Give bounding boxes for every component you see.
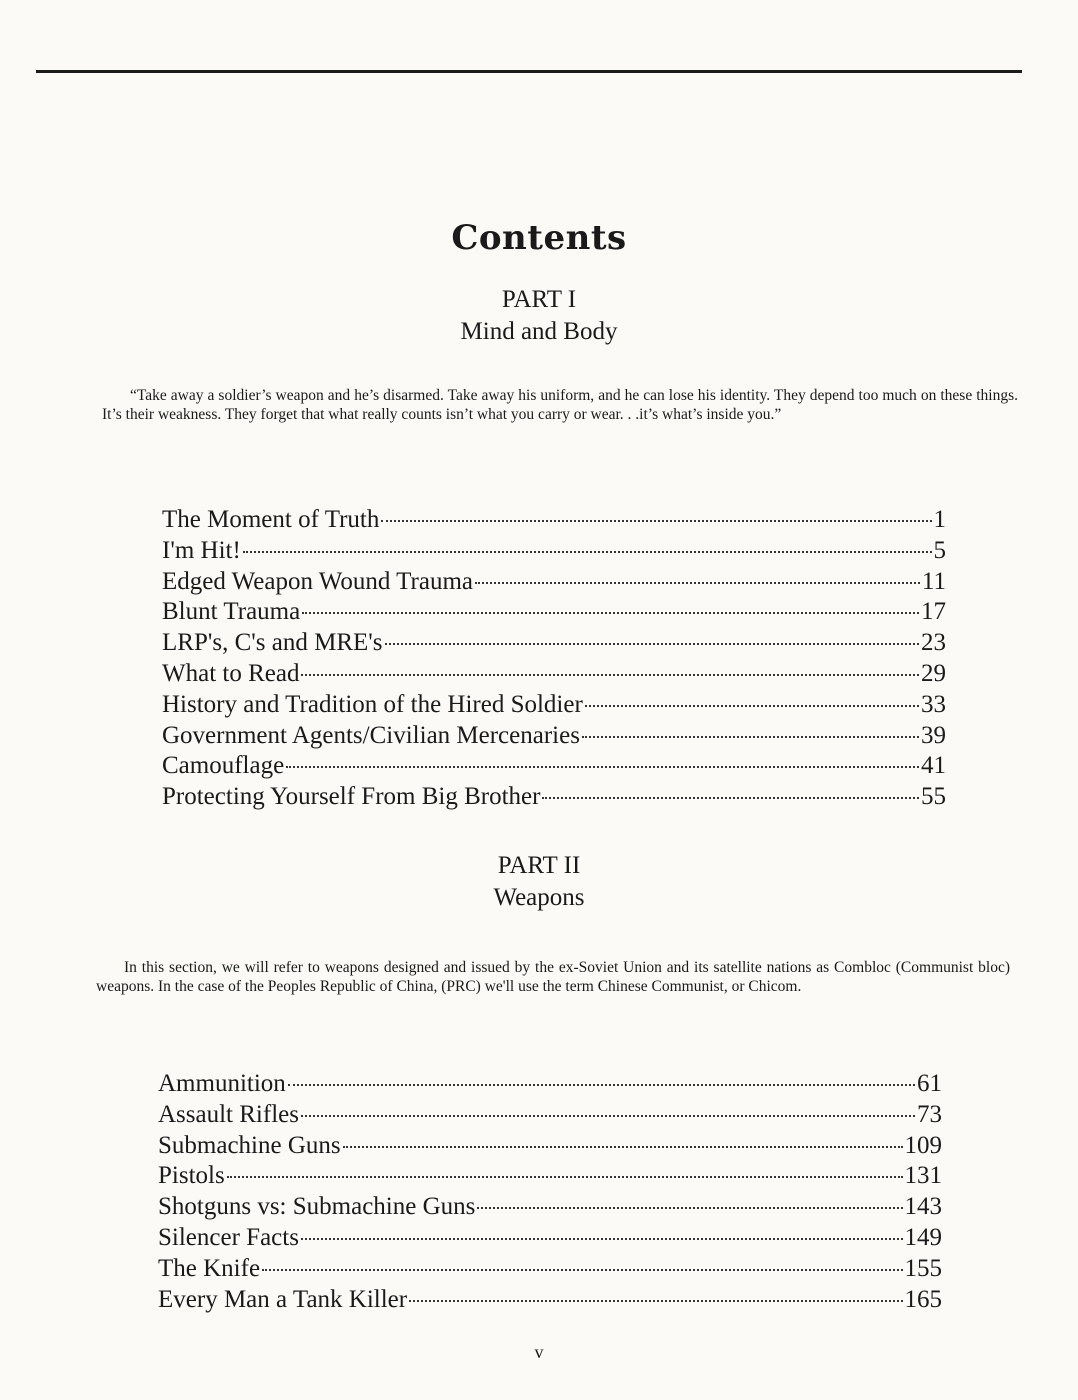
part-1-toc xyxy=(162,505,946,813)
toc-entry[interactable] xyxy=(158,1192,942,1223)
toc-entry-page: 41 xyxy=(921,752,946,780)
toc-entry-title: Pistols xyxy=(158,1162,225,1190)
part-2-label: PART II xyxy=(497,852,581,879)
toc-leader xyxy=(227,1176,903,1178)
toc-entry[interactable] xyxy=(162,628,946,659)
toc-entry-title: The Moment of Truth xyxy=(162,506,380,533)
toc-leader xyxy=(301,1238,903,1240)
toc-leader xyxy=(286,766,919,768)
toc-entry-title: What to Read xyxy=(162,659,300,687)
toc-entry[interactable] xyxy=(158,1285,942,1316)
toc-entry-page: 55 xyxy=(921,783,946,811)
page-title: Contents xyxy=(451,218,627,258)
part-1-epigraph xyxy=(102,386,1018,424)
toc-entry[interactable] xyxy=(162,536,946,567)
toc-entry-title: Camouflage xyxy=(162,752,285,780)
toc-leader xyxy=(475,582,920,584)
part-2-toc xyxy=(158,1069,942,1315)
toc-entry[interactable] xyxy=(162,567,946,598)
toc-entry-page: 5 xyxy=(933,536,946,564)
toc-entry-page: 23 xyxy=(921,629,946,657)
toc-entry-page: 165 xyxy=(904,1285,942,1313)
toc-entry-title: Submachine Guns xyxy=(158,1131,341,1159)
page-number: v xyxy=(534,1342,544,1362)
toc-entry-page: 61 xyxy=(917,1070,942,1097)
toc-entry[interactable] xyxy=(158,1223,942,1254)
toc-entry-page: 1 xyxy=(933,506,946,533)
toc-entry[interactable] xyxy=(158,1069,942,1100)
toc-leader xyxy=(381,520,931,522)
toc-entry[interactable] xyxy=(158,1131,942,1162)
toc-entry-title: History and Tradition of the Hired Soldier xyxy=(162,690,583,718)
toc-entry-title: The Knife xyxy=(158,1254,261,1282)
toc-entry-title: Assault Rifles xyxy=(158,1100,299,1128)
toc-entry-page: 109 xyxy=(904,1131,942,1159)
toc-entry[interactable] xyxy=(162,597,946,628)
toc-entry-page: 33 xyxy=(921,690,946,718)
toc-entry[interactable] xyxy=(158,1254,942,1285)
toc-entry-page: 149 xyxy=(904,1223,942,1251)
toc-leader xyxy=(243,551,932,553)
part-1-title: Mind and Body xyxy=(460,318,618,345)
toc-entry[interactable] xyxy=(162,505,946,536)
toc-leader xyxy=(477,1207,902,1209)
part-2-heading xyxy=(0,850,1078,914)
toc-leader xyxy=(302,612,919,614)
part-1-epigraph-text: “Take away a soldier’s weapon and he’s disarmed. Take away his uniform, and he can lose his identity. They depend too much on these things. It’s their weakness. They forget that what really counts isn’t what you carry or wear. . .it’s what’s inside you.” xyxy=(102,387,1018,423)
toc-entry-title: Edged Weapon Wound Trauma xyxy=(162,567,473,595)
toc-entry-page: 29 xyxy=(921,659,946,687)
header-rule xyxy=(36,70,1022,73)
part-1-heading xyxy=(0,284,1078,348)
toc-entry-page: 155 xyxy=(904,1254,942,1282)
toc-entry[interactable] xyxy=(162,782,946,813)
toc-leader xyxy=(301,1115,915,1117)
toc-entry-page: 73 xyxy=(917,1100,942,1128)
part-2-intro-text: In this section, we will refer to weapons designed and issued by the ex-Soviet Union and its satellite nations as Combloc (Communist bloc) weapons. In the case of the Peoples Republic of China, (PRC) we'll use the term Chinese Communist, or Chicom. xyxy=(96,959,1010,995)
toc-entry[interactable] xyxy=(158,1100,942,1131)
toc-entry[interactable] xyxy=(162,721,946,752)
part-2-title: Weapons xyxy=(493,884,585,911)
toc-entry[interactable] xyxy=(162,751,946,782)
toc-leader xyxy=(343,1146,903,1148)
part-2-intro xyxy=(96,958,1010,996)
toc-entry[interactable] xyxy=(158,1161,942,1192)
toc-leader xyxy=(385,643,920,645)
toc-leader xyxy=(585,705,919,707)
toc-leader xyxy=(301,674,919,676)
toc-entry-title: Silencer Facts xyxy=(158,1223,299,1251)
toc-entry-title: Blunt Trauma xyxy=(162,598,301,626)
toc-entry-page: 39 xyxy=(921,721,946,749)
toc-entry-page: 17 xyxy=(921,598,946,626)
toc-leader xyxy=(582,736,919,738)
toc-entry[interactable] xyxy=(162,690,946,721)
toc-entry-title: Every Man a Tank Killer xyxy=(158,1285,408,1313)
toc-leader xyxy=(409,1300,902,1302)
toc-leader xyxy=(288,1084,915,1086)
toc-entry-page: 11 xyxy=(921,567,946,595)
toc-entry-page: 131 xyxy=(904,1162,942,1190)
toc-entry[interactable] xyxy=(162,659,946,690)
toc-entry-title: Government Agents/Civilian Mercenaries xyxy=(162,721,580,749)
toc-entry-title: Protecting Yourself From Big Brother xyxy=(162,783,541,811)
toc-entry-page: 143 xyxy=(904,1193,942,1221)
part-1-label: PART I xyxy=(501,286,577,313)
toc-leader xyxy=(542,797,919,799)
toc-entry-title: Ammunition xyxy=(158,1070,286,1097)
toc-entry-title: Shotguns vs: Submachine Guns xyxy=(158,1193,476,1221)
toc-entry-title: I'm Hit! xyxy=(162,536,241,564)
toc-leader xyxy=(262,1269,902,1271)
toc-entry-title: LRP's, C's and MRE's xyxy=(162,629,383,657)
